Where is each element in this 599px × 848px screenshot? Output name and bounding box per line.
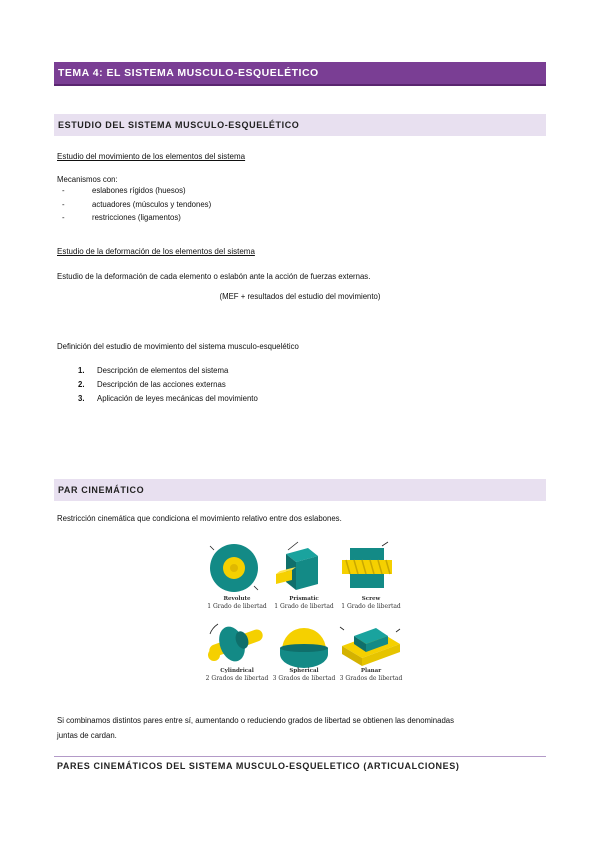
pair-caption: Revolute 1 Grado de libertad	[207, 596, 267, 610]
deformation-text: Estudio de la deformación de cada elemento o eslabón ante la acción de fuerzas externas.	[57, 272, 371, 281]
screw-joint-icon	[342, 542, 392, 588]
pair-caption: Prismatic 1 Grado de libertad	[274, 596, 334, 610]
mechanisms-list	[62, 184, 211, 225]
planar-joint-icon	[340, 627, 400, 666]
combine-text-line1: Si combinamos distintos pares entre sí, aumentando o reduciendo grados de libertad se obtienen las denominadas	[57, 716, 455, 725]
section-divider	[54, 756, 546, 757]
list-item: - restricciones (ligamentos)	[62, 213, 181, 222]
subheading-deformacion: Estudio de la deformación de los elementos del sistema	[57, 247, 255, 256]
cylindrical-joint-icon	[208, 623, 265, 665]
revolute-joint-icon	[210, 544, 258, 592]
list-item: 2. Descripción de las acciones externas	[78, 380, 226, 389]
section-heading-estudio: ESTUDIO DEL SISTEMA MUSCULO-ESQUELÉTICO	[54, 114, 546, 136]
page-title: TEMA 4: EL SISTEMA MUSCULO-ESQUELÉTICO	[54, 62, 546, 84]
list-item: 1. Descripción de elementos del sistema	[78, 366, 229, 375]
list-item: - actuadores (músculos y tendones)	[62, 199, 212, 209]
steps-list	[78, 364, 258, 406]
prismatic-joint-icon	[276, 542, 318, 590]
spherical-joint-icon	[280, 628, 328, 668]
pair-caption: Spherical 3 Grados de libertad	[272, 668, 336, 682]
list-item: - eslabones rígidos (huesos)	[62, 186, 186, 195]
subheading-movimiento: Estudio del movimiento de los elementos del sistema	[57, 152, 246, 161]
definition-title: Definición del estudio de movimiento del sistema musculo-esquelético	[57, 342, 299, 351]
combine-text-line2: juntas de cardan.	[57, 731, 117, 740]
pair-caption: Cylindrical 2 Grados de libertad	[205, 668, 269, 682]
pair-caption: Planar 3 Grados de libertad	[339, 668, 403, 682]
par-cinematico-definition: Restricción cinemática que condiciona el movimiento relativo entre dos eslabones.	[57, 514, 342, 523]
section-heading-par-cinematico: PAR CINEMÁTICO	[54, 479, 546, 501]
kinematic-pairs-figure	[204, 540, 404, 690]
section-heading-pares: PARES CINEMÁTICOS DEL SISTEMA MUSCULO-ESQUELETICO (ARTICUALCIONES)	[57, 761, 460, 771]
pair-caption: Screw 1 Grado de libertad	[341, 596, 401, 610]
mechanisms-label: Mecanismos con:	[57, 175, 118, 184]
deformation-note: (MEF + resultados del estudio del movimiento)	[219, 292, 381, 301]
list-item: 3. Aplicación de leyes mecánicas del movimiento	[78, 394, 258, 403]
